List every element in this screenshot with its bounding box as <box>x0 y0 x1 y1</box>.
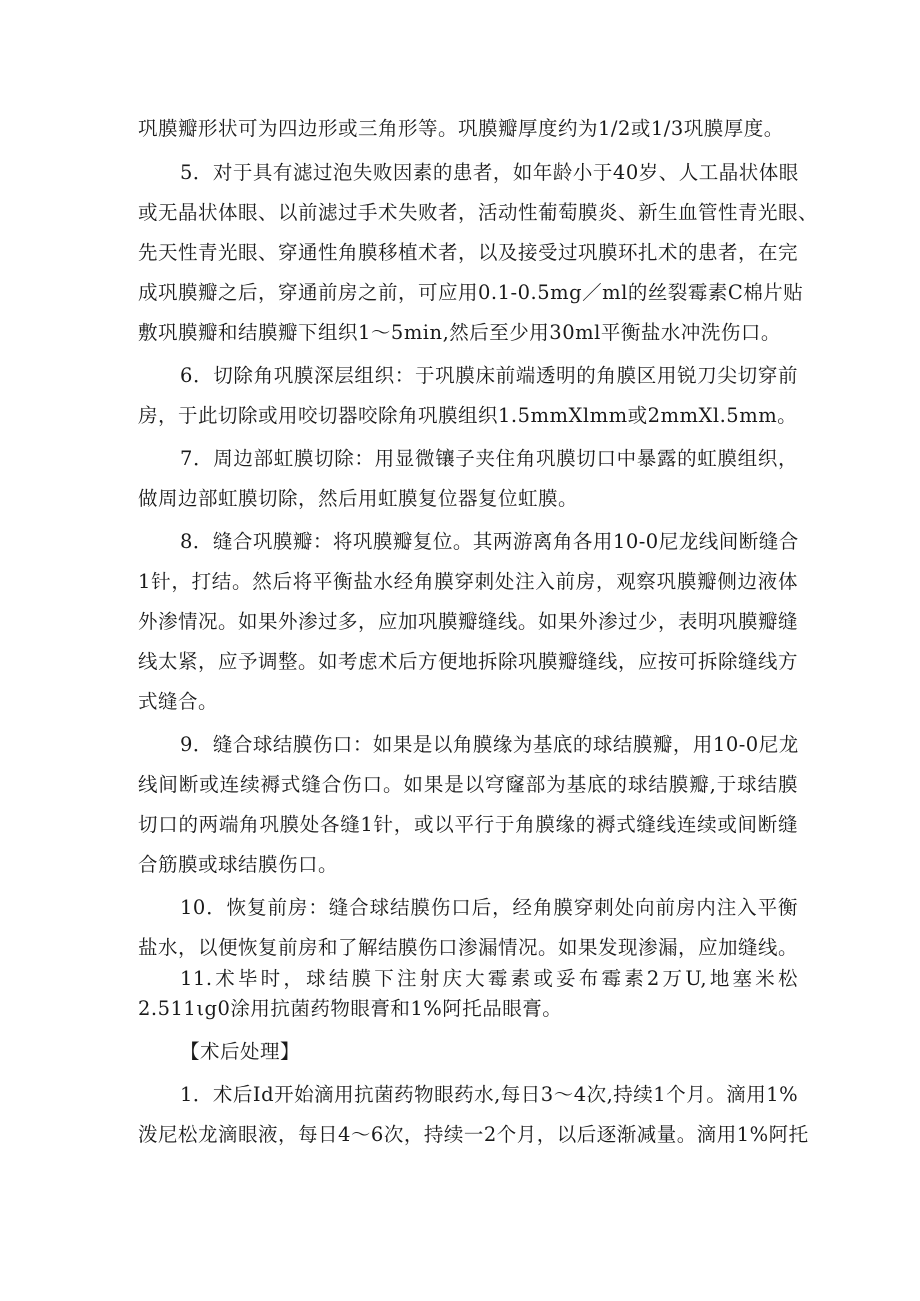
text-line: 6．切除角巩膜深层组织：于巩膜床前端透明的角膜区用锐刀尖切穿前 <box>180 364 798 387</box>
text-line: 2.511ιg0涂用抗菌药物眼膏和1%阿托品眼膏。 <box>138 997 563 1020</box>
text-line: 敷巩膜瓣和结膜瓣下组织1～5min,然后至少用30ml平衡盐水冲洗伤口。 <box>138 321 781 344</box>
text-line: 外渗情况。如果外渗过多，应加巩膜瓣缝线。如果外渗过少，表明巩膜瓣缝 <box>138 610 799 633</box>
text-line: 先天性青光眼、穿通性角膜移植术者，以及接受过巩膜环扎术的患者，在完 <box>138 241 799 264</box>
text-line: 线间断或连续褥式缝合伤口。如果是以穹窿部为基底的球结膜瓣,于球结膜 <box>138 773 798 796</box>
text-line: 7．周边部虹膜切除：用显微镶子夹住角巩膜切口中暴露的虹膜组织， <box>180 447 798 470</box>
text-line: 5．对于具有滤过泡失败因素的患者，如年龄小于40岁、人工晶状体眼 <box>180 161 799 184</box>
text-line: 合筋膜或球结膜伤口。 <box>138 853 339 876</box>
text-line: 9．缝合球结膜伤口：如果是以角膜缘为基底的球结膜瓣，用10-0尼龙 <box>180 733 799 756</box>
text-line: 线太紧，应予调整。如考虑术后方便地拆除巩膜瓣缝线，应按可拆除缝线方 <box>138 650 799 673</box>
text-line: 式缝合。 <box>138 690 219 713</box>
text-line: 10．恢复前房：缝合球结膜伤口后，经角膜穿刺处向前房内注入平衡 <box>180 896 798 919</box>
text-line: 或无晶状体眼、以前滤过手术失败者，活动性葡萄膜炎、新生血管性青光眼、 <box>138 201 819 224</box>
text-line: 切口的两端角巩膜处各缝1针，或以平行于角膜缘的褥式缝线连续或间断缝 <box>138 813 798 836</box>
text-line: 8．缝合巩膜瓣：将巩膜瓣复位。其两游离角各用10-0尼龙线间断缝合 <box>180 530 799 553</box>
text-line: 做周边部虹膜切除，然后用虹膜复位器复位虹膜。 <box>138 487 579 510</box>
text-line: 1．术后Id开始滴用抗菌药物眼药水,每日3～4次,持续1个月。滴用1% <box>180 1083 799 1106</box>
text-line: 11.术毕时，球结膜下注射庆大霉素或妥布霉素2万U,地塞米松 <box>180 967 798 990</box>
text-line: 盐水，以便恢复前房和了解结膜伤口渗漏情况。如果发现渗漏，应加缝线。 <box>138 936 799 959</box>
text-line: 1针，打结。然后将平衡盐水经角膜穿刺处注入前房，观察巩膜瓣侧边液体 <box>138 570 798 593</box>
text-line: 房，于此切除或用咬切器咬除角巩膜组织1.5mmXlmm或2mmXl.5mm。 <box>138 404 798 427</box>
text-line: 泼尼松龙滴眼液，每日4～6次，持续一2个月，以后逐渐减量。滴用1%阿托 <box>138 1123 809 1146</box>
section-heading: 【术后处理】 <box>180 1040 301 1063</box>
text-line: 成巩膜瓣之后，穿通前房之前，可应用0.1-0.5mg／ml的丝裂霉素C棉片贴 <box>138 281 804 304</box>
text-line: 巩膜瓣形状可为四边形或三角形等。巩膜瓣厚度约为1/2或1/3巩膜厚度。 <box>138 117 784 140</box>
